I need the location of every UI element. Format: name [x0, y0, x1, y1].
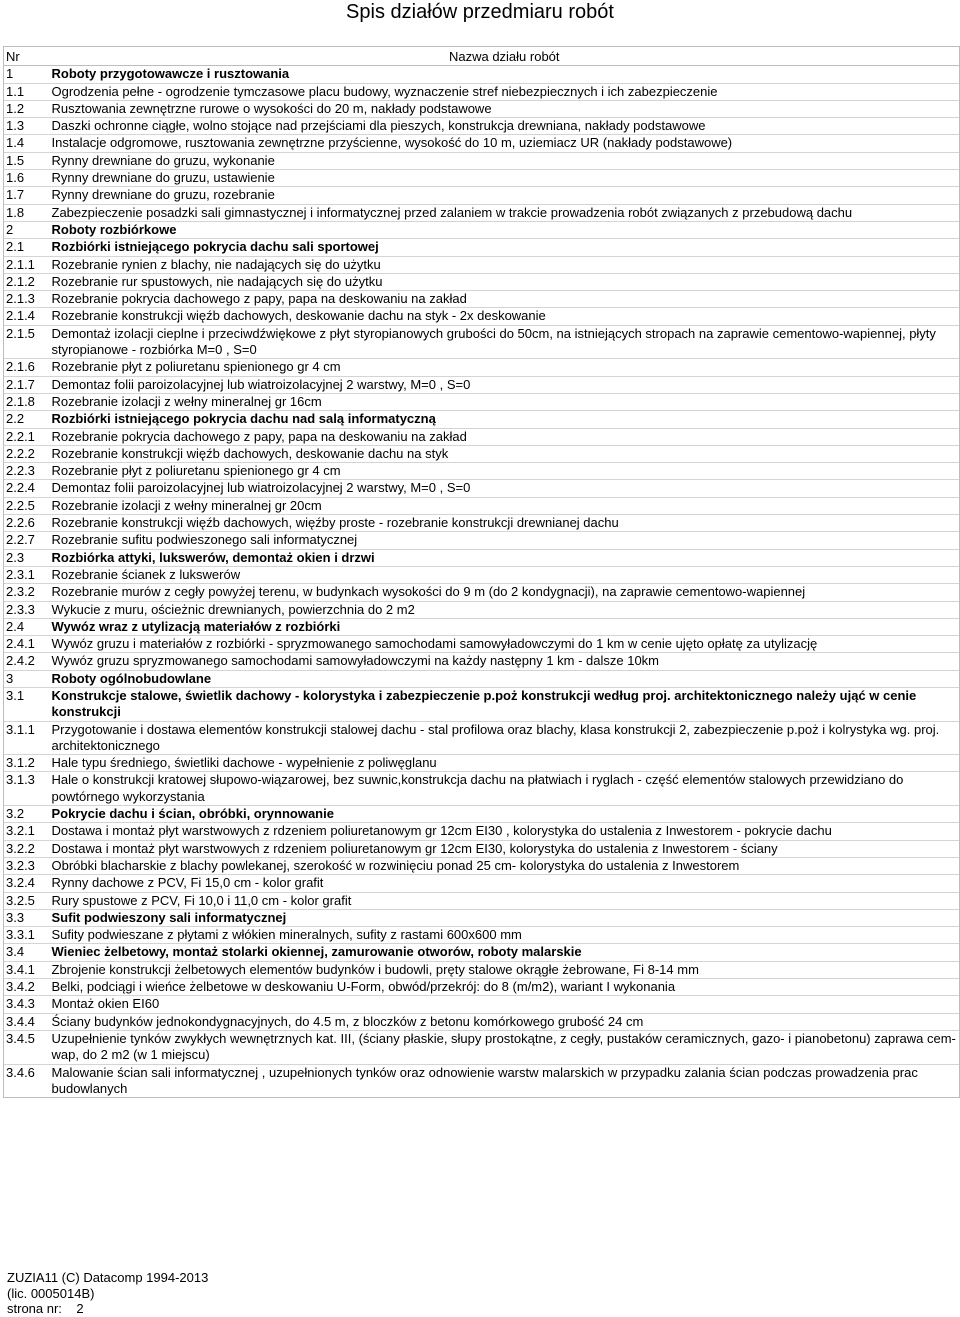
- row-number: 3.4.5: [4, 1030, 50, 1064]
- table-row: [4, 187, 960, 204]
- table-row: [4, 772, 960, 806]
- table-row: [4, 118, 960, 135]
- row-number: 3.1.3: [4, 772, 50, 806]
- row-name: Rozebranie konstrukcji więźb dachowych, deskowanie dachu na styk - 2x deskowanie: [50, 308, 960, 325]
- row-name: Instalacje odgromowe, rusztowania zewnętrzne przyścienne, wysokość do 10 m, uziemiacz UR (nakłady podstawowe): [50, 135, 960, 152]
- row-number: 2.1.6: [4, 359, 50, 376]
- table-row: [4, 532, 960, 549]
- table-header-row: [4, 47, 960, 66]
- table-row: [4, 325, 960, 359]
- row-name: Wywóz wraz z utylizacją materiałów z rozbiórki: [50, 618, 960, 635]
- table-row: [4, 687, 960, 721]
- row-name: Rury spustowe z PCV, Fi 10,0 i 11,0 cm - kolor grafit: [50, 892, 960, 909]
- table-row: [4, 221, 960, 238]
- row-name: Rynny drewniane do gruzu, rozebranie: [50, 187, 960, 204]
- row-name: Dostawa i montaż płyt warstwowych z rdzeniem poliuretanowym gr 12cm EI30, kolorystyka do ustalenia z Inwestorem - ściany: [50, 840, 960, 857]
- row-number: 2.2: [4, 411, 50, 428]
- row-name: Rynny drewniane do gruzu, ustawienie: [50, 170, 960, 187]
- table-row: [4, 875, 960, 892]
- row-name: Daszki ochronne ciągłe, wolno stojące nad przejściami dla pieszych, konstrukcja drewniana, nakłady podstawowe: [50, 118, 960, 135]
- row-number: 2.2.4: [4, 480, 50, 497]
- row-number: 3.3.1: [4, 927, 50, 944]
- table-row: [4, 497, 960, 514]
- table-row: [4, 83, 960, 100]
- row-name: Demontaż izolacji cieplne i przeciwdźwiękowe z płyt styropianowych grubości do 50cm, na istniejących stropach na zaprawie cementowo-wapiennej, płyty styropianowe - rozbiórka M=0 , S=0: [50, 325, 960, 359]
- row-number: 1.8: [4, 204, 50, 221]
- table-row: [4, 670, 960, 687]
- row-number: 2.2.2: [4, 445, 50, 462]
- row-name: Konstrukcje stalowe, świetlik dachowy - kolorystyka i zabezpieczenie p.poż konstrukcji według proj. architektonicznego należy ująć w cenie konstrukcji: [50, 687, 960, 721]
- table-row: [4, 653, 960, 670]
- table-row: [4, 100, 960, 117]
- table-row: [4, 566, 960, 583]
- page-label: strona nr:: [7, 1301, 62, 1316]
- row-number: 2.3.2: [4, 584, 50, 601]
- row-number: 3.2.2: [4, 840, 50, 857]
- row-name: Uzupełnienie tynków zwykłych wewnętrznych kat. III, (ściany płaskie, słupy prostokątne, z cegły, pustaków ceramicznych, gazo- i pianobetonu) zaprawa cem-wap, do 2 m2 (w 1 miejscu): [50, 1030, 960, 1064]
- row-name: Rozbiórka attyki, lukswerów, demontaż okien i drzwi: [50, 549, 960, 566]
- row-number: 3.4.4: [4, 1013, 50, 1030]
- row-number: 2.2.7: [4, 532, 50, 549]
- table-row: [4, 927, 960, 944]
- table-row: [4, 618, 960, 635]
- row-name: Zabezpieczenie posadzki sali gimnastycznej i informatycznej przed zalaniem w trakcie prowadzenia robót związanych z przebudową dachu: [50, 204, 960, 221]
- row-name: Malowanie ścian sali informatycznej , uzupełnionych tynków oraz odnowienie warstw malarskich w przypadku zalania ścian podczas prowadzenia prac budowlanych: [50, 1064, 960, 1098]
- table-row: [4, 411, 960, 428]
- row-number: 3.1.1: [4, 721, 50, 755]
- row-name: Wywóz gruzu i materiałów z rozbiórki - spryzmowanego samochodami samowyładowczymi do 1 km w cenie ujęto opłatę za utylizację: [50, 636, 960, 653]
- row-number: 3.2.1: [4, 823, 50, 840]
- row-name: Rozebranie rynien z blachy, nie nadających się do użytku: [50, 256, 960, 273]
- row-number: 1.3: [4, 118, 50, 135]
- table-row: [4, 256, 960, 273]
- table-row: [4, 857, 960, 874]
- row-name: Rozebranie rur spustowych, nie nadających się do użytku: [50, 273, 960, 290]
- row-name: Rozebranie płyt z poliuretanu spienionego gr 4 cm: [50, 463, 960, 480]
- table-row: [4, 721, 960, 755]
- row-number: 2.1.4: [4, 308, 50, 325]
- table-row: [4, 584, 960, 601]
- row-number: 2.4.1: [4, 636, 50, 653]
- row-number: 2.4.2: [4, 653, 50, 670]
- row-name: Wykucie z muru, ościeżnic drewnianych, powierzchnia do 2 m2: [50, 601, 960, 618]
- row-number: 2.1.1: [4, 256, 50, 273]
- footer-license: (lic. 0005014B): [7, 1285, 95, 1301]
- row-name: Hale typu średniego, świetliki dachowe - wypełnienie z poliwęglanu: [50, 755, 960, 772]
- row-name: Przygotowanie i dostawa elementów konstrukcji stalowej dachu - stal profilowa oraz blachy, klasa konstrukcji 2, zabezpieczenie p.poż i kolrystyka wg. proj. architektonicznego: [50, 721, 960, 755]
- row-number: 3.1: [4, 687, 50, 721]
- row-name: Rynny drewniane do gruzu, wykonanie: [50, 152, 960, 169]
- table-row: [4, 1030, 960, 1064]
- table-row: [4, 892, 960, 909]
- row-number: 2.3: [4, 549, 50, 566]
- page-title: Spis działów przedmiaru robót: [346, 1, 614, 23]
- row-name: Wywóz gruzu spryzmowanego samochodami samowyładowczymi na każdy następny 1 km - dalsze 10km: [50, 653, 960, 670]
- table-row: [4, 601, 960, 618]
- table-row: [4, 806, 960, 823]
- row-number: 3: [4, 670, 50, 687]
- table-row: [4, 376, 960, 393]
- table-row: [4, 636, 960, 653]
- row-number: 2.4: [4, 618, 50, 635]
- table-row: [4, 1013, 960, 1030]
- row-name: Roboty przygotowawcze i rusztowania: [50, 66, 960, 83]
- row-name: Dostawa i montaż płyt warstwowych z rdzeniem poliuretanowym gr 12cm EI30 , kolorystyka do ustalenia z Inwestorem - pokrycie dachu: [50, 823, 960, 840]
- table-row: [4, 152, 960, 169]
- row-name: Rozebranie sufitu podwieszonego sali informatycznej: [50, 532, 960, 549]
- row-number: 2.2.3: [4, 463, 50, 480]
- row-number: 1.7: [4, 187, 50, 204]
- row-number: 2.3.1: [4, 566, 50, 583]
- row-number: 3.4.1: [4, 961, 50, 978]
- footer: [7, 1270, 208, 1317]
- table-row: [4, 445, 960, 462]
- table-row: [4, 823, 960, 840]
- row-number: 2: [4, 221, 50, 238]
- row-name: Demontaz folii paroizolacyjnej lub wiatroizolacyjnej 2 warstwy, M=0 , S=0: [50, 480, 960, 497]
- table-row: [4, 979, 960, 996]
- row-number: 1.1: [4, 83, 50, 100]
- table-row: [4, 996, 960, 1013]
- row-name: Rozebranie izolacji z wełny mineralnej gr 20cm: [50, 497, 960, 514]
- row-name: Obróbki blacharskie z blachy powlekanej, szerokość w rozwinięciu ponad 25 cm- kolorystyka do ustalenia z Inwestorem: [50, 857, 960, 874]
- row-number: 2.2.6: [4, 515, 50, 532]
- row-number: 3.4.3: [4, 996, 50, 1013]
- row-number: 3.1.2: [4, 755, 50, 772]
- row-number: 2.1.2: [4, 273, 50, 290]
- row-number: 3.2.4: [4, 875, 50, 892]
- row-name: Rozebranie konstrukcji więźb dachowych, więźby proste - rozebranie konstrukcji drewnianej dachu: [50, 515, 960, 532]
- row-number: 2.2.1: [4, 428, 50, 445]
- page-number: 2: [76, 1301, 84, 1316]
- column-header-nr: Nr: [4, 47, 50, 66]
- table-row: [4, 428, 960, 445]
- row-name: Demontaz folii paroizolacyjnej lub wiatroizolacyjnej 2 warstwy, M=0 , S=0: [50, 376, 960, 393]
- row-number: 3.4.2: [4, 979, 50, 996]
- row-name: Rozebranie płyt z poliuretanu spienionego gr 4 cm: [50, 359, 960, 376]
- row-name: Sufit podwieszony sali informatycznej: [50, 909, 960, 926]
- table-row: [4, 291, 960, 308]
- row-name: Rozebranie ścianek z lukswerów: [50, 566, 960, 583]
- row-number: 1: [4, 66, 50, 83]
- row-name: Rozbiórki istniejącego pokrycia dachu sali sportowej: [50, 239, 960, 256]
- row-number: 1.6: [4, 170, 50, 187]
- row-number: 1.5: [4, 152, 50, 169]
- row-number: 3.4.6: [4, 1064, 50, 1098]
- row-name: Roboty ogólnobudowlane: [50, 670, 960, 687]
- row-number: 3.3: [4, 909, 50, 926]
- table-row: [4, 273, 960, 290]
- table-row: [4, 359, 960, 376]
- table-row: [4, 515, 960, 532]
- table-row: [4, 944, 960, 961]
- row-name: Montaż okien EI60: [50, 996, 960, 1013]
- table-row: [4, 170, 960, 187]
- row-number: 2.1.3: [4, 291, 50, 308]
- row-name: Rozebranie pokrycia dachowego z papy, papa na deskowaniu na zakład: [50, 428, 960, 445]
- table-row: [4, 549, 960, 566]
- row-name: Rozbiórki istniejącego pokrycia dachu nad salą informatyczną: [50, 411, 960, 428]
- column-header-name: Nazwa działu robót: [50, 47, 960, 66]
- row-name: Rozebranie murów z cegły powyżej terenu, w budynkach wysokości do 9 m (do 2 kondygnacji), na zaprawie cementowo-wapiennej: [50, 584, 960, 601]
- row-name: Zbrojenie konstrukcji żelbetowych elementów budynków i budowli, pręty stalowe okrągłe żebrowane, Fi 8-14 mm: [50, 961, 960, 978]
- row-number: 3.2.5: [4, 892, 50, 909]
- table-row: [4, 463, 960, 480]
- table-row: [4, 755, 960, 772]
- row-name: Hale o konstrukcji kratowej słupowo-wiązarowej, bez suwnic,konstrukcja dachu na płatwiach i ryglach - część elementów stalowych przewidziano do powtórnego wykorzystania: [50, 772, 960, 806]
- row-name: Sufity podwieszane z płytami z włókien mineralnych, sufity z rastami 600x600 mm: [50, 927, 960, 944]
- row-number: 2.1.7: [4, 376, 50, 393]
- row-number: 2.2.5: [4, 497, 50, 514]
- row-number: 1.2: [4, 100, 50, 117]
- table-row: [4, 239, 960, 256]
- row-name: Rusztowania zewnętrzne rurowe o wysokości do 20 m, nakłady podstawowe: [50, 100, 960, 117]
- row-number: 2.1: [4, 239, 50, 256]
- row-name: Ściany budynków jednokondygnacyjnych, do 4.5 m, z bloczków z betonu komórkowego grubość 24 cm: [50, 1013, 960, 1030]
- row-number: 3.2: [4, 806, 50, 823]
- table-row: [4, 909, 960, 926]
- table-row: [4, 204, 960, 221]
- row-name: Rozebranie pokrycia dachowego z papy, papa na deskowaniu na zakład: [50, 291, 960, 308]
- table-row: [4, 308, 960, 325]
- table-row: [4, 135, 960, 152]
- row-number: 3.2.3: [4, 857, 50, 874]
- row-number: 2.1.8: [4, 393, 50, 410]
- row-name: Rozebranie izolacji z wełny mineralnej gr 16cm: [50, 393, 960, 410]
- footer-software: ZUZIA11 (C) Datacomp 1994-2013: [7, 1270, 209, 1285]
- table-row: [4, 480, 960, 497]
- row-number: 2.3.3: [4, 601, 50, 618]
- sections-table: [3, 46, 960, 1098]
- row-name: Wieniec żelbetowy, montaż stolarki okiennej, zamurowanie otworów, roboty malarskie: [50, 944, 960, 961]
- table-row: [4, 1064, 960, 1098]
- row-name: Rozebranie konstrukcji więźb dachowych, deskowanie dachu na styk: [50, 445, 960, 462]
- table-row: [4, 961, 960, 978]
- row-number: 3.4: [4, 944, 50, 961]
- table-row: [4, 393, 960, 410]
- row-name: Ogrodzenia pełne - ogrodzenie tymczasowe placu budowy, wyznaczenie stref niebezpiecznych i ich zabezpieczenie: [50, 83, 960, 100]
- row-number: 1.4: [4, 135, 50, 152]
- row-name: Roboty rozbiórkowe: [50, 221, 960, 238]
- row-name: Belki, podciągi i wieńce żelbetowe w deskowaniu U-Form, obwód/przekrój: do 8 (m/m2), wariant I wykonania: [50, 979, 960, 996]
- table-row: [4, 66, 960, 83]
- row-number: 2.1.5: [4, 325, 50, 359]
- table-body: [4, 66, 960, 1098]
- table-row: [4, 840, 960, 857]
- row-name: Rynny dachowe z PCV, Fi 15,0 cm - kolor grafit: [50, 875, 960, 892]
- footer-page: [7, 1301, 208, 1317]
- row-name: Pokrycie dachu i ścian, obróbki, orynnowanie: [50, 806, 960, 823]
